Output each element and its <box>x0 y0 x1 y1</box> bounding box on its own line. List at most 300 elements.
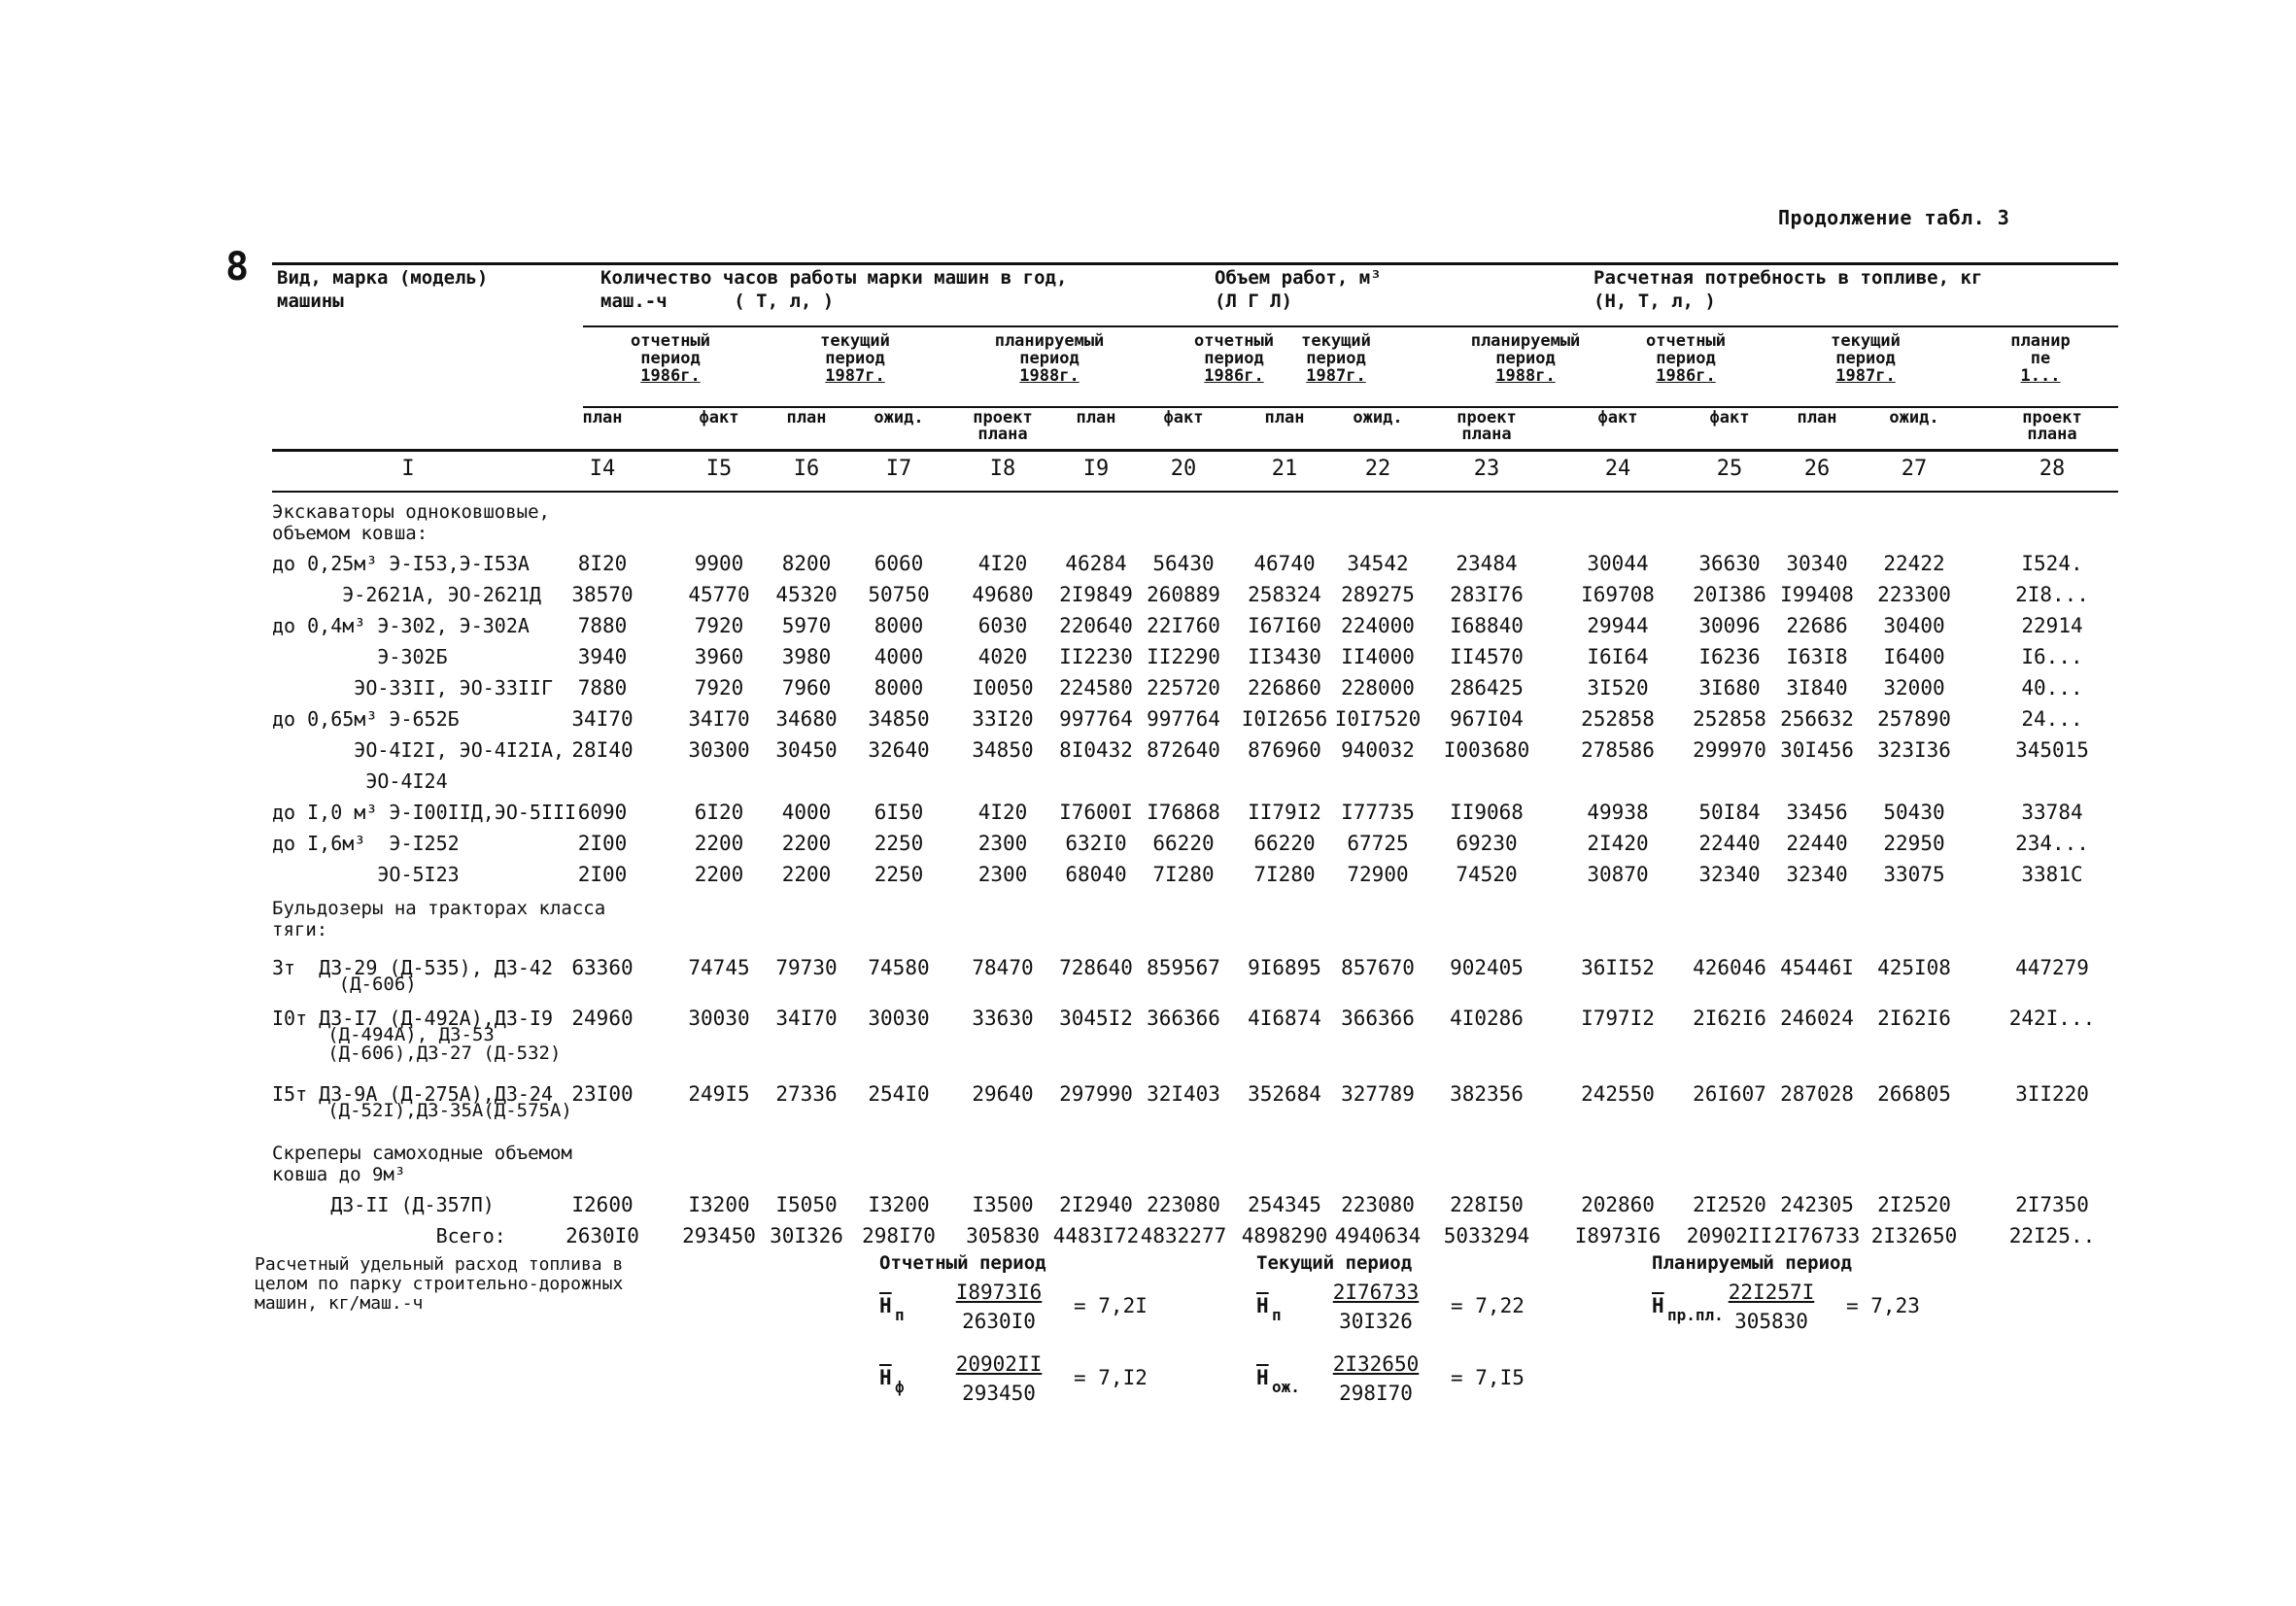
section-heading: Скреперы самоходные объемом ковша до 9м³ <box>272 1143 572 1185</box>
header-rule-4 <box>272 491 2118 493</box>
table-cell: 4832277 <box>1140 1224 1227 1247</box>
row-label: Всего: <box>272 1224 506 1247</box>
table-cell: 74520 <box>1456 863 1518 886</box>
table-cell: 2200 <box>694 863 744 886</box>
table-cell: 7880 <box>577 676 628 700</box>
reporting-period-title: Отчетный период <box>879 1252 1046 1274</box>
row-label: ЭО-5I23 <box>272 863 460 886</box>
table-cell: 7I280 <box>1152 863 1215 886</box>
table-cell: 30030 <box>868 1007 930 1030</box>
table-cell: 22914 <box>2021 614 2083 637</box>
table-cell: 7960 <box>781 676 832 700</box>
table-cell: 225720 <box>1147 676 1220 700</box>
table-cell: 63360 <box>571 956 634 979</box>
table-cell: I797I2 <box>1581 1007 1655 1030</box>
table-cell: 7I280 <box>1253 863 1316 886</box>
table-cell: 4000 <box>874 645 924 668</box>
table-cell: 967I04 <box>1450 707 1524 731</box>
table-cell: 3940 <box>577 645 628 668</box>
table-cell: 4940634 <box>1334 1224 1422 1247</box>
table-cell: 2I76733 <box>1773 1224 1861 1247</box>
table-cell: 202860 <box>1581 1193 1655 1216</box>
period-header <box>1963 332 2118 385</box>
formula-subscript: п <box>1272 1306 1282 1324</box>
table-cell: 3960 <box>694 645 744 668</box>
table-cell: I6236 <box>1698 645 1761 668</box>
footer-note: Расчетный удельный расход топлива в целом по парку строительно-дорожных машин, кг/маш.-ч <box>255 1254 624 1314</box>
formula-symbol: Н <box>879 1366 892 1389</box>
formula-result: = 7,23 <box>1846 1294 1920 1317</box>
sub-header: проект плана <box>2022 408 2082 444</box>
period-line-1: текущий <box>1831 331 1901 351</box>
period-header <box>1448 332 1603 385</box>
table-cell: 2I62I6 <box>1693 1007 1766 1030</box>
table-cell: 4I20 <box>977 801 1028 824</box>
section-heading: Экскаваторы одноковшовые, объемом ковша: <box>272 501 550 544</box>
group-header-fuel: Расчетная потребность в топливе, кг (Н, Т, л, ) <box>1593 267 1983 312</box>
table-cell: I67I60 <box>1248 614 1321 637</box>
table-cell: 32I403 <box>1147 1082 1220 1106</box>
colnum: 27 <box>1901 457 1928 481</box>
colnum: 28 <box>2039 457 2066 481</box>
table-cell: 252858 <box>1581 707 1655 731</box>
table-cell: 223300 <box>1877 583 1951 606</box>
period-line-1: текущий <box>820 331 890 351</box>
table-cell: I0I7520 <box>1334 707 1422 731</box>
table-cell: 40... <box>2021 676 2083 700</box>
period-year: 1988г. <box>1019 366 1079 386</box>
header-rule-3 <box>272 449 2118 452</box>
table-cell: 366366 <box>1147 1007 1220 1030</box>
table-cell: 9900 <box>694 552 744 575</box>
colnum: I <box>401 457 415 481</box>
table-cell: I524. <box>2021 552 2083 575</box>
continuation-label: Продолжение табл. 3 <box>1778 206 2010 229</box>
table-cell: 56430 <box>1152 552 1215 575</box>
table-cell: I0050 <box>972 676 1034 700</box>
table-cell: I3200 <box>688 1193 750 1216</box>
table-cell: 22I760 <box>1147 614 1220 637</box>
table-cell: 242I... <box>2008 1007 2096 1030</box>
table-cell: 289275 <box>1341 583 1415 606</box>
table-cell: 30340 <box>1786 552 1848 575</box>
table-cell: 34542 <box>1347 552 1409 575</box>
table-cell: 2200 <box>781 863 832 886</box>
period-line-2: период <box>825 349 885 368</box>
table-cell: 38570 <box>571 583 634 606</box>
table-cell: 28I40 <box>571 738 634 762</box>
table-cell: I3500 <box>972 1193 1034 1216</box>
table-cell: 30I326 <box>770 1224 843 1247</box>
table-cell: 24... <box>2021 707 2083 731</box>
row-label: I0т ДЗ-I7 (Д-492А),ДЗ-I9 <box>272 1007 553 1030</box>
sub-header: план <box>1076 408 1116 427</box>
table-cell: 22422 <box>1883 552 1945 575</box>
table-cell: 2200 <box>781 832 832 855</box>
table-cell: 7880 <box>577 614 628 637</box>
table-cell: 223080 <box>1341 1193 1415 1216</box>
table-cell: 6060 <box>874 552 924 575</box>
table-cell: I003680 <box>1443 738 1530 762</box>
period-line-1: планируемый <box>994 331 1105 351</box>
period-header <box>1608 332 1764 385</box>
table-cell: 2I420 <box>1587 832 1649 855</box>
table-cell: 256632 <box>1780 707 1854 731</box>
sub-header: план <box>1264 408 1305 427</box>
table-cell: 45446I <box>1780 956 1854 979</box>
period-line-2: период <box>1495 349 1556 368</box>
table-cell: 68040 <box>1065 863 1127 886</box>
table-cell: 246024 <box>1780 1007 1854 1030</box>
table-cell: 32000 <box>1883 676 1945 700</box>
row-label: I5т ДЗ-9А (Д-275А),ДЗ-24 <box>272 1082 553 1106</box>
table-cell: 45320 <box>775 583 838 606</box>
table-cell: 2I7350 <box>2015 1193 2089 1216</box>
table-cell: II2290 <box>1147 645 1220 668</box>
table-cell: 297990 <box>1059 1082 1133 1106</box>
formula-subscript: ф <box>895 1378 905 1396</box>
formula-numerator: 2I32650 <box>1332 1352 1420 1376</box>
table-cell: 34I70 <box>775 1007 838 1030</box>
table-cell: 4I20 <box>977 552 1028 575</box>
col-header-machine: Вид, марка (модель) машины <box>277 267 489 312</box>
table-cell: 2630I0 <box>565 1224 639 1247</box>
table-cell: 49680 <box>972 583 1034 606</box>
table-cell: 249I5 <box>688 1082 750 1106</box>
table-cell: 872640 <box>1147 738 1220 762</box>
table-cell: 32340 <box>1698 863 1761 886</box>
table-cell: I6... <box>2021 645 2083 668</box>
period-year: 1987г. <box>1306 366 1366 386</box>
table-cell: 34850 <box>972 738 1034 762</box>
row-label: Э-2621А, ЭО-2621Д <box>272 583 541 606</box>
colnum: I9 <box>1082 457 1110 481</box>
period-line-1: планируемый <box>1470 331 1581 351</box>
table-cell: 257890 <box>1877 707 1951 731</box>
formula-result: = 7,I5 <box>1451 1366 1525 1389</box>
table-cell: 8I0432 <box>1059 738 1133 762</box>
table-cell: 23484 <box>1456 552 1518 575</box>
sub-header: факт <box>699 408 739 427</box>
row-label: ДЗ-II (Д-357П) <box>272 1193 495 1216</box>
formula-result: = 7,22 <box>1451 1294 1525 1317</box>
period-header <box>1788 332 1943 385</box>
table-cell: 30096 <box>1698 614 1761 637</box>
period-header <box>593 332 748 385</box>
table-cell: 228I50 <box>1450 1193 1524 1216</box>
top-rule <box>272 262 2118 265</box>
row-label: до 0,4м³ Э-302, Э-302А <box>272 614 530 637</box>
planned-period-title: Планируемый период <box>1652 1252 1852 1274</box>
table-cell: 997764 <box>1059 707 1133 731</box>
table-cell: 299970 <box>1693 738 1766 762</box>
table-cell: II9068 <box>1450 801 1524 824</box>
table-cell: 30300 <box>688 738 750 762</box>
table-cell: I68840 <box>1450 614 1524 637</box>
table-cell: 8I20 <box>577 552 628 575</box>
table-cell: 857670 <box>1341 956 1415 979</box>
formula-numerator: 2I76733 <box>1332 1281 1420 1304</box>
table-cell: 50750 <box>868 583 930 606</box>
table-cell: 78470 <box>972 956 1034 979</box>
table-cell: 50I84 <box>1698 801 1761 824</box>
table-cell: 32340 <box>1786 863 1848 886</box>
table-cell: 266805 <box>1877 1082 1951 1106</box>
colnum: 22 <box>1364 457 1391 481</box>
period-header <box>777 332 933 385</box>
table-cell: 305830 <box>966 1224 1040 1247</box>
table-cell: 27336 <box>775 1082 838 1106</box>
table-cell: 426046 <box>1693 956 1766 979</box>
table-cell: 447279 <box>2015 956 2089 979</box>
row-label: Э-302Б <box>272 645 448 668</box>
table-cell: 33456 <box>1786 801 1848 824</box>
table-cell: 2200 <box>694 832 744 855</box>
table-cell: 254I0 <box>868 1082 930 1106</box>
table-cell: 242305 <box>1780 1193 1854 1216</box>
table-cell: 2I62I6 <box>1877 1007 1951 1030</box>
table-cell: 258324 <box>1248 583 1321 606</box>
table-cell: II79I2 <box>1248 801 1321 824</box>
period-line-2: период <box>1306 349 1366 368</box>
table-cell: 34850 <box>868 707 930 731</box>
table-cell: 3II220 <box>2015 1082 2089 1106</box>
table-cell: 67725 <box>1347 832 1409 855</box>
table-cell: I69708 <box>1581 583 1655 606</box>
table-cell: 22440 <box>1698 832 1761 855</box>
period-line-1: отчетный <box>1646 331 1726 351</box>
formula-result: = 7,I2 <box>1074 1366 1148 1389</box>
table-cell: 7920 <box>694 676 744 700</box>
table-cell: 2300 <box>977 863 1028 886</box>
table-cell: I5050 <box>775 1193 838 1216</box>
table-cell: 2I00 <box>577 832 628 855</box>
table-cell: 997764 <box>1147 707 1220 731</box>
formula-result: = 7,2I <box>1074 1294 1148 1317</box>
table-cell: 30I456 <box>1780 738 1854 762</box>
table-cell: 45770 <box>688 583 750 606</box>
table-cell: 46740 <box>1253 552 1316 575</box>
table-cell: 2I2520 <box>1693 1193 1766 1216</box>
sub-header: факт <box>1163 408 1204 427</box>
table-cell: 220640 <box>1059 614 1133 637</box>
table-cell: 226860 <box>1248 676 1321 700</box>
table-cell: 4000 <box>781 801 832 824</box>
table-cell: 4I0286 <box>1450 1007 1524 1030</box>
group-header-hours: Количество часов работы марки машин в год, маш.-ч ( Т, л, ) <box>600 267 1068 312</box>
colnum: 21 <box>1271 457 1298 481</box>
colnum: I4 <box>589 457 616 481</box>
table-cell: 366366 <box>1341 1007 1415 1030</box>
table-cell: 5033294 <box>1443 1224 1530 1247</box>
table-cell: 30870 <box>1587 863 1649 886</box>
table-cell: 8000 <box>874 614 924 637</box>
table-cell: 2I2520 <box>1877 1193 1951 1216</box>
table-cell: 4I6874 <box>1248 1007 1321 1030</box>
sub-header: план <box>786 408 827 427</box>
formula-numerator: 20902II <box>955 1352 1043 1376</box>
table-cell: 2I9849 <box>1059 583 1133 606</box>
period-year: 1988г. <box>1495 366 1556 386</box>
table-cell: 382356 <box>1450 1082 1524 1106</box>
current-period-title: Текущий период <box>1256 1252 1413 1274</box>
formula-symbol: Н <box>1256 1366 1269 1389</box>
formula-numerator: 22I257I <box>1728 1281 1815 1304</box>
table-cell: 859567 <box>1147 956 1220 979</box>
formula-denominator: 305830 <box>1734 1310 1808 1333</box>
table-cell: 6I20 <box>694 801 744 824</box>
table-cell: 876960 <box>1248 738 1321 762</box>
period-line-1: планир <box>2010 331 2071 351</box>
sub-header: факт <box>1709 408 1750 427</box>
sub-header: план <box>582 408 623 427</box>
period-line-1: текущий <box>1301 331 1371 351</box>
table-cell: 3I840 <box>1786 676 1848 700</box>
colnum: 20 <box>1170 457 1197 481</box>
table-cell: I6400 <box>1883 645 1945 668</box>
table-cell: 36630 <box>1698 552 1761 575</box>
formula-numerator: I8973I6 <box>955 1281 1043 1304</box>
table-cell: 22I25.. <box>2008 1224 2096 1247</box>
table-cell: 5970 <box>781 614 832 637</box>
table-cell: 2I8... <box>2015 583 2089 606</box>
table-cell: I63I8 <box>1786 645 1848 668</box>
row-label-continuation: ЭО-4I24 <box>272 769 448 793</box>
table-cell: 323I36 <box>1877 738 1951 762</box>
table-cell: II4000 <box>1341 645 1415 668</box>
table-cell: 3045I2 <box>1059 1007 1133 1030</box>
table-cell: 286425 <box>1450 676 1524 700</box>
table-cell: I3200 <box>868 1193 930 1216</box>
table-cell: 33075 <box>1883 863 1945 886</box>
table-cell: 728640 <box>1059 956 1133 979</box>
period-year: 1986г. <box>640 366 701 386</box>
table-cell: 30450 <box>775 738 838 762</box>
sub-header: ожид. <box>1353 408 1403 427</box>
row-label: 3т ДЗ-29 (Д-535), ДЗ-42 <box>272 956 553 979</box>
table-cell: 2I32650 <box>1870 1224 1958 1247</box>
table-cell: 20902II <box>1686 1224 1773 1247</box>
sub-header: факт <box>1597 408 1638 427</box>
table-cell: 29640 <box>972 1082 1034 1106</box>
table-cell: 7920 <box>694 614 744 637</box>
group-header-volume: Объем работ, м³ (Л Г Л) <box>1215 267 1382 312</box>
formula-subscript: п <box>895 1306 905 1324</box>
table-cell: 228000 <box>1341 676 1415 700</box>
formula-symbol: Н <box>879 1294 892 1317</box>
table-cell: 26I607 <box>1693 1082 1766 1106</box>
table-cell: 74745 <box>688 956 750 979</box>
table-cell: 425I08 <box>1877 956 1951 979</box>
table-cell: 36II52 <box>1581 956 1655 979</box>
table-cell: 278586 <box>1581 738 1655 762</box>
sub-header: проект плана <box>1456 408 1517 444</box>
table-cell: I2600 <box>571 1193 634 1216</box>
period-header <box>972 332 1127 385</box>
table-cell: 352684 <box>1248 1082 1321 1106</box>
table-cell: 69230 <box>1456 832 1518 855</box>
table-cell: 632I0 <box>1065 832 1127 855</box>
formula-symbol: Н <box>1256 1294 1269 1317</box>
sub-header: проект плана <box>973 408 1033 444</box>
table-cell: I0I2656 <box>1241 707 1328 731</box>
colnum: I7 <box>885 457 912 481</box>
header-rule-1 <box>583 325 2118 327</box>
table-cell: I99408 <box>1780 583 1854 606</box>
formula-subscript: ож. <box>1272 1378 1300 1396</box>
row-label: ЭО-4I2I, ЭО-4I2IА, <box>272 738 565 762</box>
table-cell: 6090 <box>577 801 628 824</box>
table-cell: 902405 <box>1450 956 1524 979</box>
table-cell: 8200 <box>781 552 832 575</box>
table-cell: 4898290 <box>1241 1224 1328 1247</box>
table-cell: 234... <box>2015 832 2089 855</box>
table-cell: I76868 <box>1147 801 1220 824</box>
table-cell: 34680 <box>775 707 838 731</box>
table-cell: 30400 <box>1883 614 1945 637</box>
row-label: до I,0 м³ Э-I00IIД,ЭО-5III <box>272 801 577 824</box>
table-cell: 260889 <box>1147 583 1220 606</box>
table-cell: 224000 <box>1341 614 1415 637</box>
table-cell: 34I70 <box>688 707 750 731</box>
period-line-1: отчетный <box>631 331 710 351</box>
table-cell: II4570 <box>1450 645 1524 668</box>
period-year: 1987г. <box>825 366 885 386</box>
table-cell: 2I2940 <box>1059 1193 1133 1216</box>
table-cell: 3980 <box>781 645 832 668</box>
table-cell: 293450 <box>682 1224 756 1247</box>
table-cell: 2300 <box>977 832 1028 855</box>
colnum: 25 <box>1716 457 1743 481</box>
table-cell: I77735 <box>1341 801 1415 824</box>
table-cell: 29944 <box>1587 614 1649 637</box>
table-cell: 66220 <box>1152 832 1215 855</box>
table-cell: 49938 <box>1587 801 1649 824</box>
table-cell: 3I520 <box>1587 676 1649 700</box>
period-line-1: отчетный <box>1194 331 1274 351</box>
table-cell: 8000 <box>874 676 924 700</box>
table-cell: 2I00 <box>577 863 628 886</box>
row-label: до I,6м³ Э-I252 <box>272 832 460 855</box>
colnum: 26 <box>1803 457 1831 481</box>
table-cell: 34I70 <box>571 707 634 731</box>
table-cell: 46284 <box>1065 552 1127 575</box>
table-cell: 254345 <box>1248 1193 1321 1216</box>
formula-symbol: Н <box>1652 1294 1664 1317</box>
period-header <box>1258 332 1414 385</box>
formula-denominator: 293450 <box>962 1382 1036 1405</box>
table-cell: 22440 <box>1786 832 1848 855</box>
table-cell: 20I386 <box>1693 583 1766 606</box>
formula-denominator: 298I70 <box>1339 1382 1413 1405</box>
period-line-2: пе <box>2030 349 2051 368</box>
table-cell: 298I70 <box>862 1224 936 1247</box>
table-cell: 72900 <box>1347 863 1409 886</box>
table-cell: 4483I72 <box>1052 1224 1140 1247</box>
table-cell: II2230 <box>1059 645 1133 668</box>
period-year: 1... <box>2020 366 2061 386</box>
period-year: 1986г. <box>1656 366 1716 386</box>
table-cell: 30030 <box>688 1007 750 1030</box>
row-label-extra: (Д-52I),ДЗ-35А(Д-575А) <box>272 1100 572 1121</box>
table-cell: 30044 <box>1587 552 1649 575</box>
table-cell: 242550 <box>1581 1082 1655 1106</box>
table-cell: 3I680 <box>1698 676 1761 700</box>
row-label: до 0,25м³ Э-I53,Э-I53А <box>272 552 530 575</box>
colnum: I6 <box>793 457 820 481</box>
table-cell: I7600I <box>1059 801 1133 824</box>
table-cell: 3381C <box>2021 863 2083 886</box>
